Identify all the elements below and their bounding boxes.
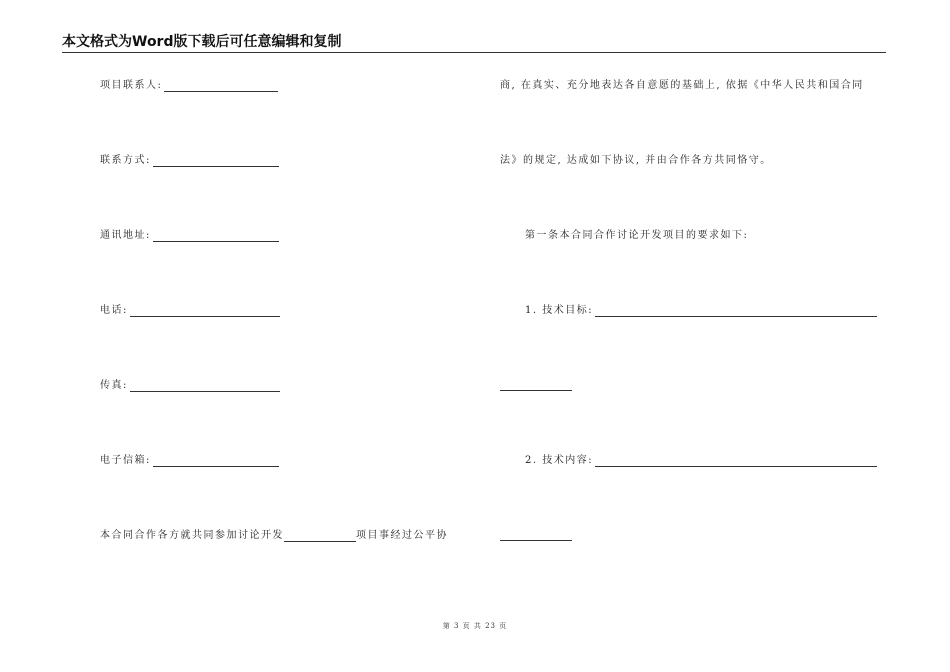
email-label: 电子信箱: [100,455,151,466]
fax-label: 传真: [100,380,128,391]
tech-content-field [525,455,877,467]
contact-person-field [100,80,278,92]
article-1-text: 第一条本合同合作讨论开发项目的要求如下: [525,230,749,241]
address-blank [153,231,279,242]
tech-content-blank [595,456,877,467]
contact-person-label: 项目联系人: [100,80,163,91]
tech-content-continuation-blank [500,539,572,541]
phone-field [100,305,280,317]
contact-person-blank [164,81,278,92]
tech-content-label: 2. 技术内容: [525,455,594,466]
project-paragraph-start [100,530,448,542]
phone-blank [130,306,280,317]
tech-goal-blank [595,306,877,317]
para-start-text: 本合同合作各方就共同参加讨论开发 [100,530,284,541]
tech-goal-continuation-blank [500,389,572,391]
phone-label: 电话: [100,305,128,316]
fax-blank [130,381,280,392]
email-blank [153,456,279,467]
header-title: 本文格式为Word版下载后可任意编辑和复制 [62,34,342,50]
para-line-2-text: 法》的规定, 达成如下协议, 并由合作各方共同恪守。 [500,155,772,166]
para-line-2 [500,155,772,167]
page-header [62,34,886,53]
contact-method-field [100,155,279,167]
email-field [100,455,279,467]
address-label: 通讯地址: [100,230,151,241]
article-1-heading [525,230,748,242]
tech-goal-label: 1. 技术目标: [525,305,594,316]
para-line-1-text: 商, 在真实、充分地表达各自意愿的基础上, 依据《中华人民共和国合同 [500,80,864,91]
para-end-text: 项目事经过公平协 [356,530,448,541]
para-line-1 [500,80,864,92]
address-field [100,230,279,242]
contact-method-label: 联系方式: [100,155,151,166]
tech-goal-field [525,305,877,317]
contact-method-blank [153,156,279,167]
fax-field [100,380,280,392]
page-footer: 第 3 页 共 23 页 [442,622,508,630]
project-name-blank [284,531,356,542]
